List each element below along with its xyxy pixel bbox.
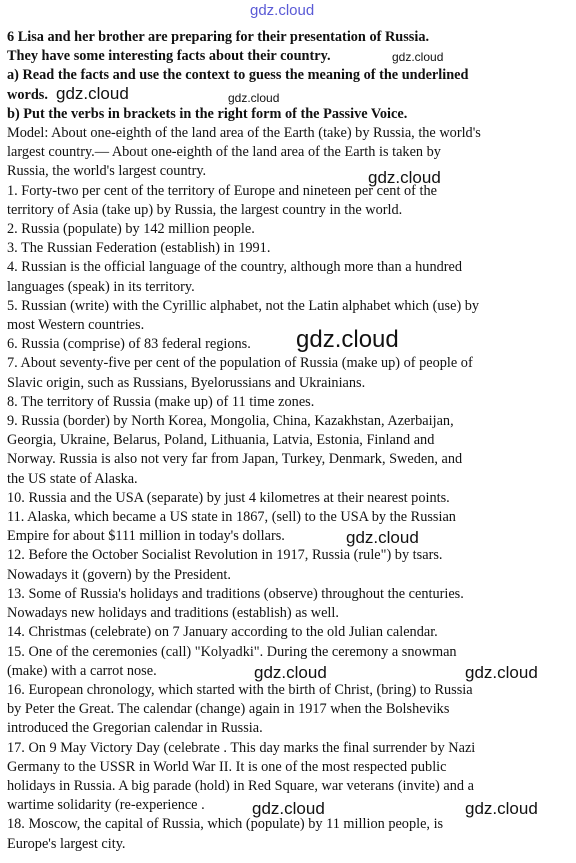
watermark: gdz.cloud bbox=[254, 663, 327, 682]
fact-item: territory of Asia (take up) by Russia, the largest country in the world. bbox=[7, 201, 403, 218]
watermark: gdz.cloud bbox=[296, 326, 399, 353]
watermark: gdz.cloud bbox=[392, 50, 444, 64]
task-a-instruction: a) Read the facts and use the context to guess the meaning of the underlined bbox=[7, 67, 469, 84]
fact-item: 9. Russia (border) by North Korea, Mongolia, China, Kazakhstan, Azerbaijan, bbox=[7, 413, 454, 430]
fact-item: 18. Moscow, the capital of Russia, which (populate) by 11 million people, is bbox=[7, 816, 444, 833]
fact-item: 5. Russian (write) with the Cyrillic alphabet, not the Latin alphabet which (use) by bbox=[7, 297, 480, 314]
fact-item: 2. Russia (populate) by 142 million people. bbox=[7, 221, 255, 238]
fact-item: languages (speak) in its territory. bbox=[7, 278, 195, 295]
fact-item: Nowadays it (govern) by the President. bbox=[7, 566, 231, 583]
exercise-title-line: They have some interesting facts about their country. bbox=[7, 48, 331, 65]
fact-item: 12. Before the October Socialist Revolution in 1917, Russia (rule") by tsars. bbox=[7, 547, 443, 564]
fact-item: the US state of Alaska. bbox=[7, 470, 138, 487]
fact-item: wartime solidarity (re-experience . bbox=[7, 797, 205, 814]
fact-item: 13. Some of Russia's holidays and traditions (observe) throughout the centuries. bbox=[7, 585, 464, 602]
fact-item: introduced the Gregorian calendar in Russia. bbox=[7, 720, 263, 737]
fact-item: 16. European chronology, which started with the birth of Christ, (bring) to Russia bbox=[7, 681, 473, 698]
task-b-instruction: b) Put the verbs in brackets in the right form of the Passive Voice. bbox=[7, 105, 408, 122]
fact-item: Europe's largest city. bbox=[7, 835, 126, 852]
model-sentence: Russia, the world's largest country. bbox=[7, 163, 207, 180]
fact-item: Norway. Russia is also not very far from Japan, Turkey, Denmark, Sweden, and bbox=[7, 451, 463, 468]
fact-item: holidays in Russia. A big parade (hold) in Red Square, war veterans (invite) and a bbox=[7, 777, 474, 794]
fact-item: Slavic origin, such as Russians, Byelorussians and Ukrainians. bbox=[7, 374, 366, 391]
watermark: gdz.cloud bbox=[465, 663, 538, 682]
watermark: gdz.cloud bbox=[346, 528, 419, 547]
fact-item: Nowadays new holidays and traditions (establish) as well. bbox=[7, 605, 339, 622]
fact-item: most Western countries. bbox=[7, 317, 145, 334]
fact-item: 6. Russia (comprise) of 83 federal regions. bbox=[7, 336, 251, 353]
fact-item: by Peter the Great. The calendar (change) again in 1917 when the Bolsheviks bbox=[7, 701, 450, 718]
fact-item: 15. One of the ceremonies (call) "Kolyadki". During the ceremony a snowman bbox=[7, 643, 457, 660]
watermark: gdz.cloud bbox=[368, 168, 441, 187]
fact-item: Georgia, Ukraine, Belarus, Poland, Lithuania, Latvia, Estonia, Finland and bbox=[7, 432, 435, 449]
model-sentence: largest country.— About one-eighth of the land area of the Earth is taken by bbox=[7, 144, 441, 161]
fact-item: Empire for about $111 million in today's dollars. bbox=[7, 528, 285, 545]
fact-item: (make) with a carrot nose. bbox=[7, 662, 157, 679]
watermark: gdz.cloud bbox=[56, 84, 129, 103]
fact-item: 11. Alaska, which became a US state in 1867, (sell) to the USA by the Russian bbox=[7, 509, 456, 526]
fact-item: 10. Russia and the USA (separate) by just 4 kilometres at their nearest points. bbox=[7, 489, 450, 506]
fact-item: 4. Russian is the official language of the country, although more than a hundred bbox=[7, 259, 463, 276]
watermark: gdz.cloud bbox=[228, 91, 280, 105]
fact-item: 1. Forty-two per cent of the territory of Europe and nineteen per cent of the bbox=[7, 182, 437, 199]
fact-item: 3. The Russian Federation (establish) in 1991. bbox=[7, 240, 271, 257]
task-a-instruction: words. bbox=[7, 86, 48, 103]
exercise-title-line: 6 Lisa and her brother are preparing for their presentation of Russia. bbox=[7, 29, 430, 45]
watermark-top: gdz.cloud bbox=[250, 2, 315, 19]
model-sentence: Model: About one-eighth of the land area of the Earth (take) by Russia, the world's bbox=[7, 125, 481, 142]
exercise-page bbox=[7, 28, 569, 854]
fact-item: Germany to the USSR in World War II. It is one of the most respected public bbox=[7, 758, 447, 775]
watermark: gdz.cloud bbox=[252, 799, 325, 818]
fact-item: 17. On 9 May Victory Day (celebrate . This day marks the final surrender by Nazi bbox=[7, 739, 476, 756]
fact-item: 14. Christmas (celebrate) on 7 January according to the old Julian calendar. bbox=[7, 624, 438, 641]
watermark: gdz.cloud bbox=[465, 799, 538, 818]
fact-item: 8. The territory of Russia (make up) of 11 time zones. bbox=[7, 393, 315, 410]
fact-item: 7. About seventy-five per cent of the population of Russia (make up) of people of bbox=[7, 355, 473, 372]
